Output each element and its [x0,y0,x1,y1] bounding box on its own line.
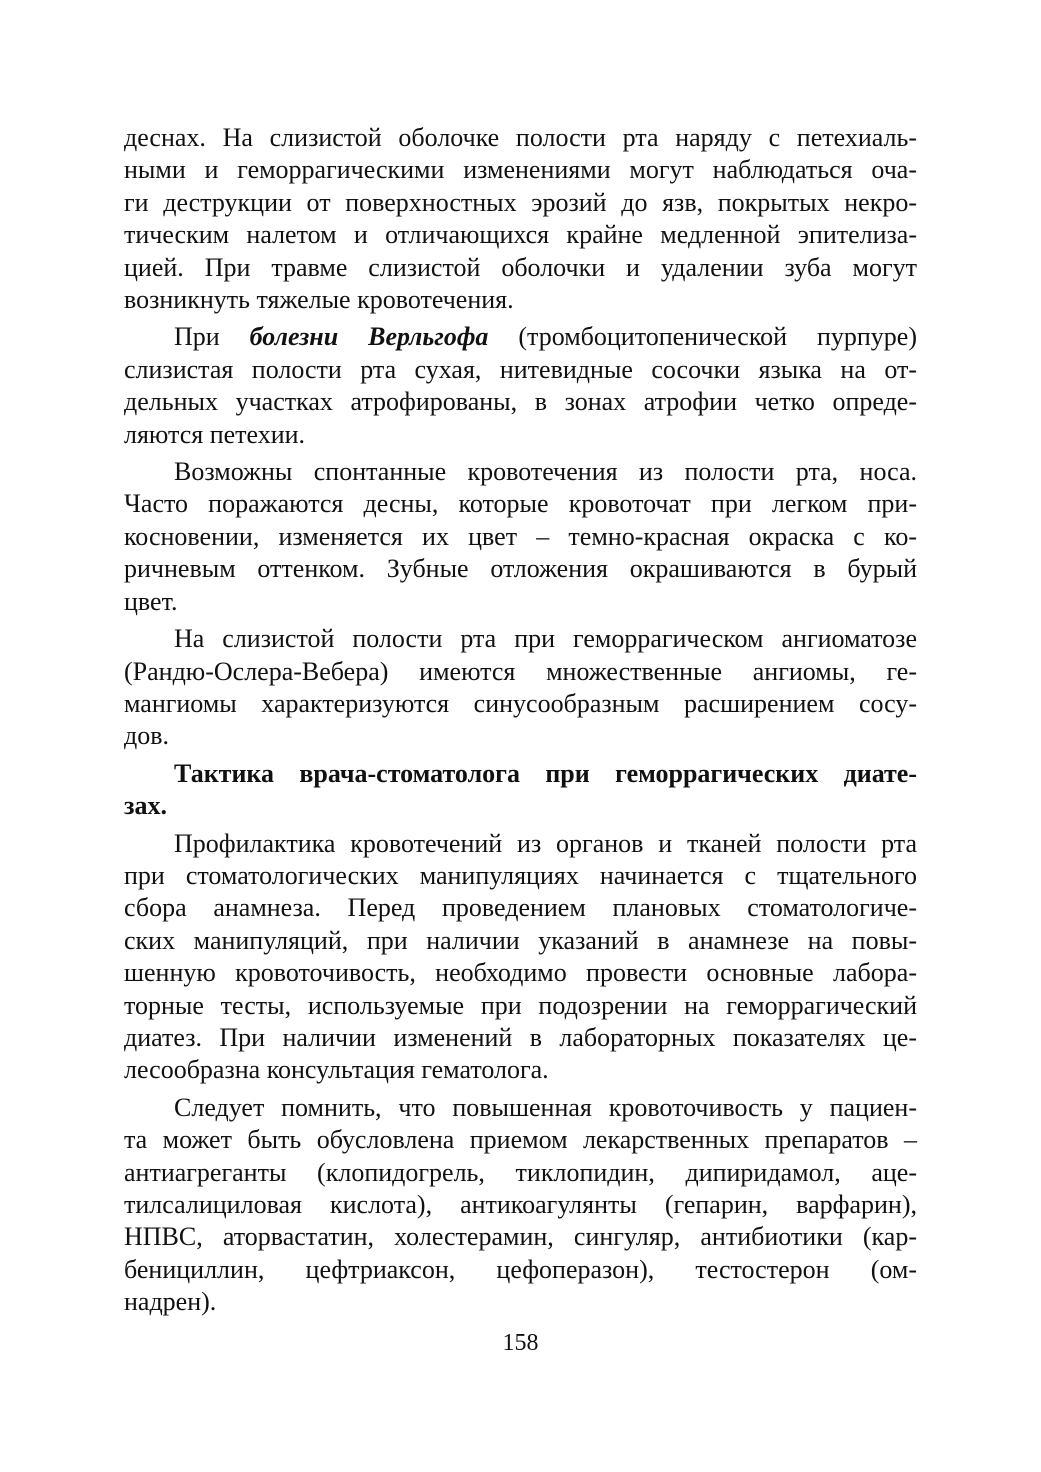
text-line: ными и геморрагическими изменениями могут наблюдаться оча- [124,155,917,185]
paragraph-2 [124,321,917,451]
text-line: дельных участках атрофированы, в зонах атрофии четко опреде- [124,387,917,417]
text-line: тилсалициловая кислота), антикоагулянты (гепарин, варфарин), [124,1190,917,1219]
text-run: При [174,322,250,352]
text-line: Часто поражаются десны, которые кровоточат при легком при- [124,489,917,519]
heading-line: зах. [124,791,167,821]
paragraph-7 [124,1092,917,1319]
text-line: диатез. При наличии изменений в лабораторных показателях це- [124,1022,917,1052]
text-line: тическим налетом и отличающихся крайне медленной эпителиза- [124,220,917,250]
paragraph-3 [124,456,917,618]
text-line: шенную кровоточивость, необходимо провести основные лабора- [124,958,917,988]
text-line: ляются петехии. [124,419,306,449]
text-line: слизистая полости рта сухая, нитевидные сосочки языка на от- [124,354,917,384]
text-line: Профилактика кровотечений из органов и тканей полости рта [174,828,917,858]
text-line: бенициллин, цефтриаксон, цефоперазон), тестостерон (ом- [124,1254,917,1284]
page-body [124,122,917,1319]
text-line: косновении, изменяется их цвет – темно-красная окраска с ко- [124,521,917,551]
paragraph-1 [124,122,917,316]
paragraph-6 [124,828,917,1087]
text-line: антиагреганты (клопидогрель, тиклопидин, дипиридамол, аце- [124,1157,917,1187]
text-line: ричневым оттенком. Зубные отложения окрашиваются в бурый [124,554,917,584]
text-line: На слизистой полости рта при геморрагическом ангиоматозе [174,624,917,654]
page-number: 158 [502,1330,539,1356]
text-line: та может быть обусловлена приемом лекарственных препаратов – [124,1125,917,1155]
text-line: цвет. [124,586,178,616]
text-line: дов. [124,721,170,751]
text-line: ги деструкции от поверхностных эрозий до язв, покрытых некро- [124,187,917,217]
text-line: торные тесты, используемые при подозрении на геморрагический [124,990,917,1020]
heading-line: Тактика врача-стоматолога при геморрагических диате- [174,758,917,788]
text-line: (Рандю-Ослера-Вебера) имеются множественные ангиомы, ге- [124,656,917,686]
emphasized-term: болезни Верльгофа [249,322,489,352]
text-line: возникнуть тяжелые кровотечения. [124,285,514,315]
text-line [124,321,917,353]
text-line: надрен). [124,1287,217,1317]
text-line: Следует помнить, что повышенная кровоточивость у пациен- [174,1092,917,1122]
text-line: цией. При травме слизистой оболочки и удалении зуба могут [124,252,917,282]
paragraph-4 [124,623,917,753]
text-line: НПВС, аторвастатин, холестерамин, сингуляр, антибиотики (кар- [124,1222,917,1252]
text-line: мангиомы характеризуются синусообразным расширением сосу- [124,688,917,718]
text-line: лесообразна консультация гематолога. [124,1055,549,1085]
section-heading [124,758,917,823]
text-run: (тромбоцитопенической пурпуре) [488,322,917,352]
text-line: сбора анамнеза. Перед проведением плановых стоматологиче- [124,893,917,923]
text-line: при стоматологических манипуляциях начинается с тщательного [124,860,917,890]
text-line: ских манипуляций, при наличии указаний в анамнезе на повы- [124,925,917,955]
text-line: деснах. На слизистой оболочке полости рта наряду с петехиаль- [124,123,917,152]
text-line: Возможны спонтанные кровотечения из полости рта, носа. [174,457,917,487]
